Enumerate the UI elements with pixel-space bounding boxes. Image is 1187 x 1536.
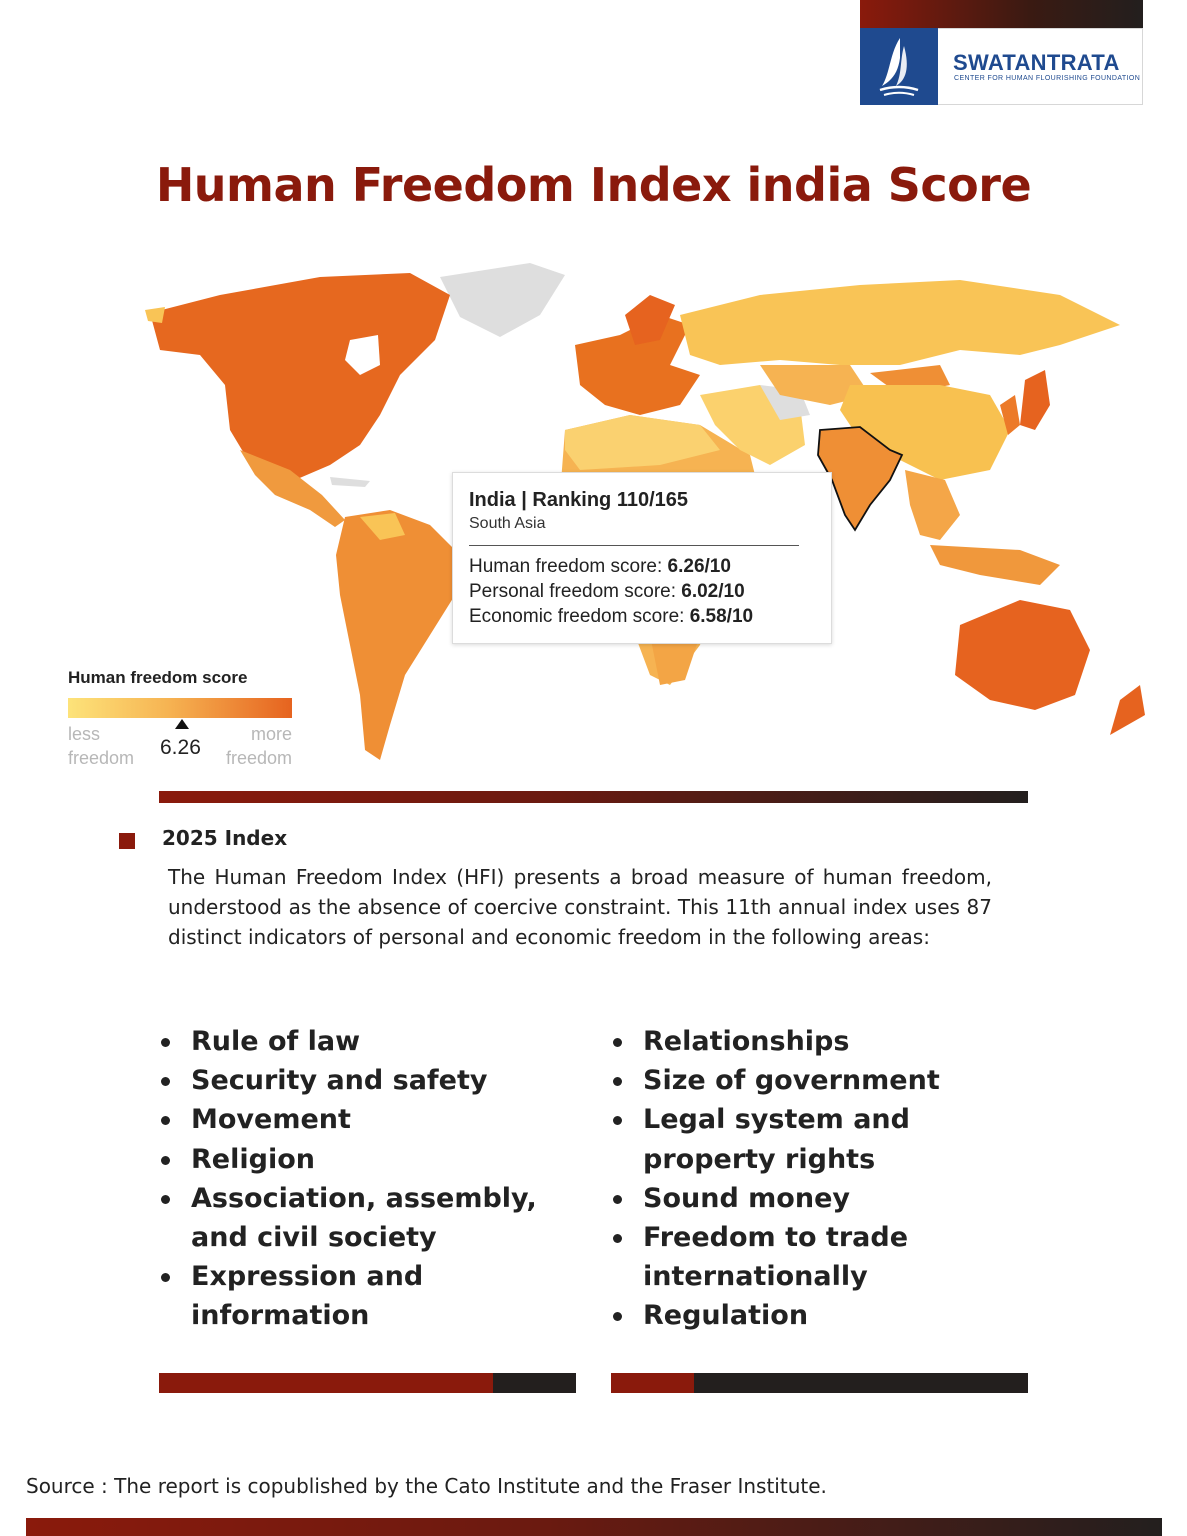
top-accent-bar <box>860 0 1143 28</box>
list-item: Size of government <box>611 1061 1031 1100</box>
divider-right-accent <box>611 1373 694 1393</box>
list-item: Relationships <box>611 1022 1031 1061</box>
section-title: 2025 Index <box>162 826 288 850</box>
areas-list-left <box>159 1022 579 1336</box>
list-item: Association, assembly, and civil society <box>159 1179 579 1257</box>
divider-right-dark <box>694 1373 1028 1393</box>
legend-more-label: more freedom <box>225 724 292 768</box>
country-tooltip <box>452 472 832 644</box>
list-item: Expression and information <box>159 1257 579 1335</box>
source-note: Source : The report is copublished by the Cato Institute and the Fraser Institute. <box>26 1474 827 1498</box>
tooltip-row-human: Human freedom score: 6.26/10 <box>469 556 731 577</box>
section-divider <box>159 791 1028 803</box>
legend-less-label: less freedom <box>68 724 135 768</box>
map-region-australia <box>955 600 1090 710</box>
list-item: Movement <box>159 1100 579 1139</box>
list-item: Security and safety <box>159 1061 579 1100</box>
divider-left-accent <box>159 1373 493 1393</box>
areas-list-right <box>611 1022 1031 1336</box>
section-bullet-icon <box>119 833 135 849</box>
map-region-russia <box>680 280 1120 365</box>
map-region-north-america <box>150 273 450 480</box>
list-item: Religion <box>159 1140 579 1179</box>
map-region-south-america <box>336 510 460 760</box>
brand-name: SWATANTRATA <box>953 50 1120 75</box>
legend-marker-value: 6.26 <box>160 736 201 759</box>
tooltip-separator <box>469 545 799 546</box>
bottom-accent-bar <box>26 1518 1162 1536</box>
list-item: Sound money <box>611 1179 1031 1218</box>
divider-left-dark <box>493 1373 576 1393</box>
legend-gradient-bar <box>68 698 292 718</box>
legend-title: Human freedom score <box>68 668 248 687</box>
tooltip-heading: India | Ranking 110/165 <box>469 489 689 511</box>
list-item: Legal system and property rights <box>611 1100 1031 1178</box>
tooltip-row-economic: Economic freedom score: 6.58/10 <box>469 606 754 627</box>
legend-marker-icon <box>175 719 189 729</box>
list-item: Regulation <box>611 1296 1031 1335</box>
tooltip-row-personal: Personal freedom score: 6.02/10 <box>469 581 745 602</box>
section-body: The Human Freedom Index (HFI) presents a broad measure of human freedom, understood as the absence of coercive constraint. This 11th annual index uses 87 distinct indicators of personal and economic freedom in the following areas: <box>168 865 992 949</box>
logo-sail-icon <box>860 28 938 105</box>
map-region-southeast-asia <box>905 470 960 540</box>
list-item: Freedom to trade internationally <box>611 1218 1031 1296</box>
page-title: Human Freedom Index india Score <box>155 158 1032 212</box>
tooltip-region: South Asia <box>469 515 546 532</box>
map-region-greenland <box>440 263 565 337</box>
list-item: Rule of law <box>159 1022 579 1061</box>
brand-tagline: CENTER FOR HUMAN FLOURISHING FOUNDATION <box>954 75 1141 82</box>
